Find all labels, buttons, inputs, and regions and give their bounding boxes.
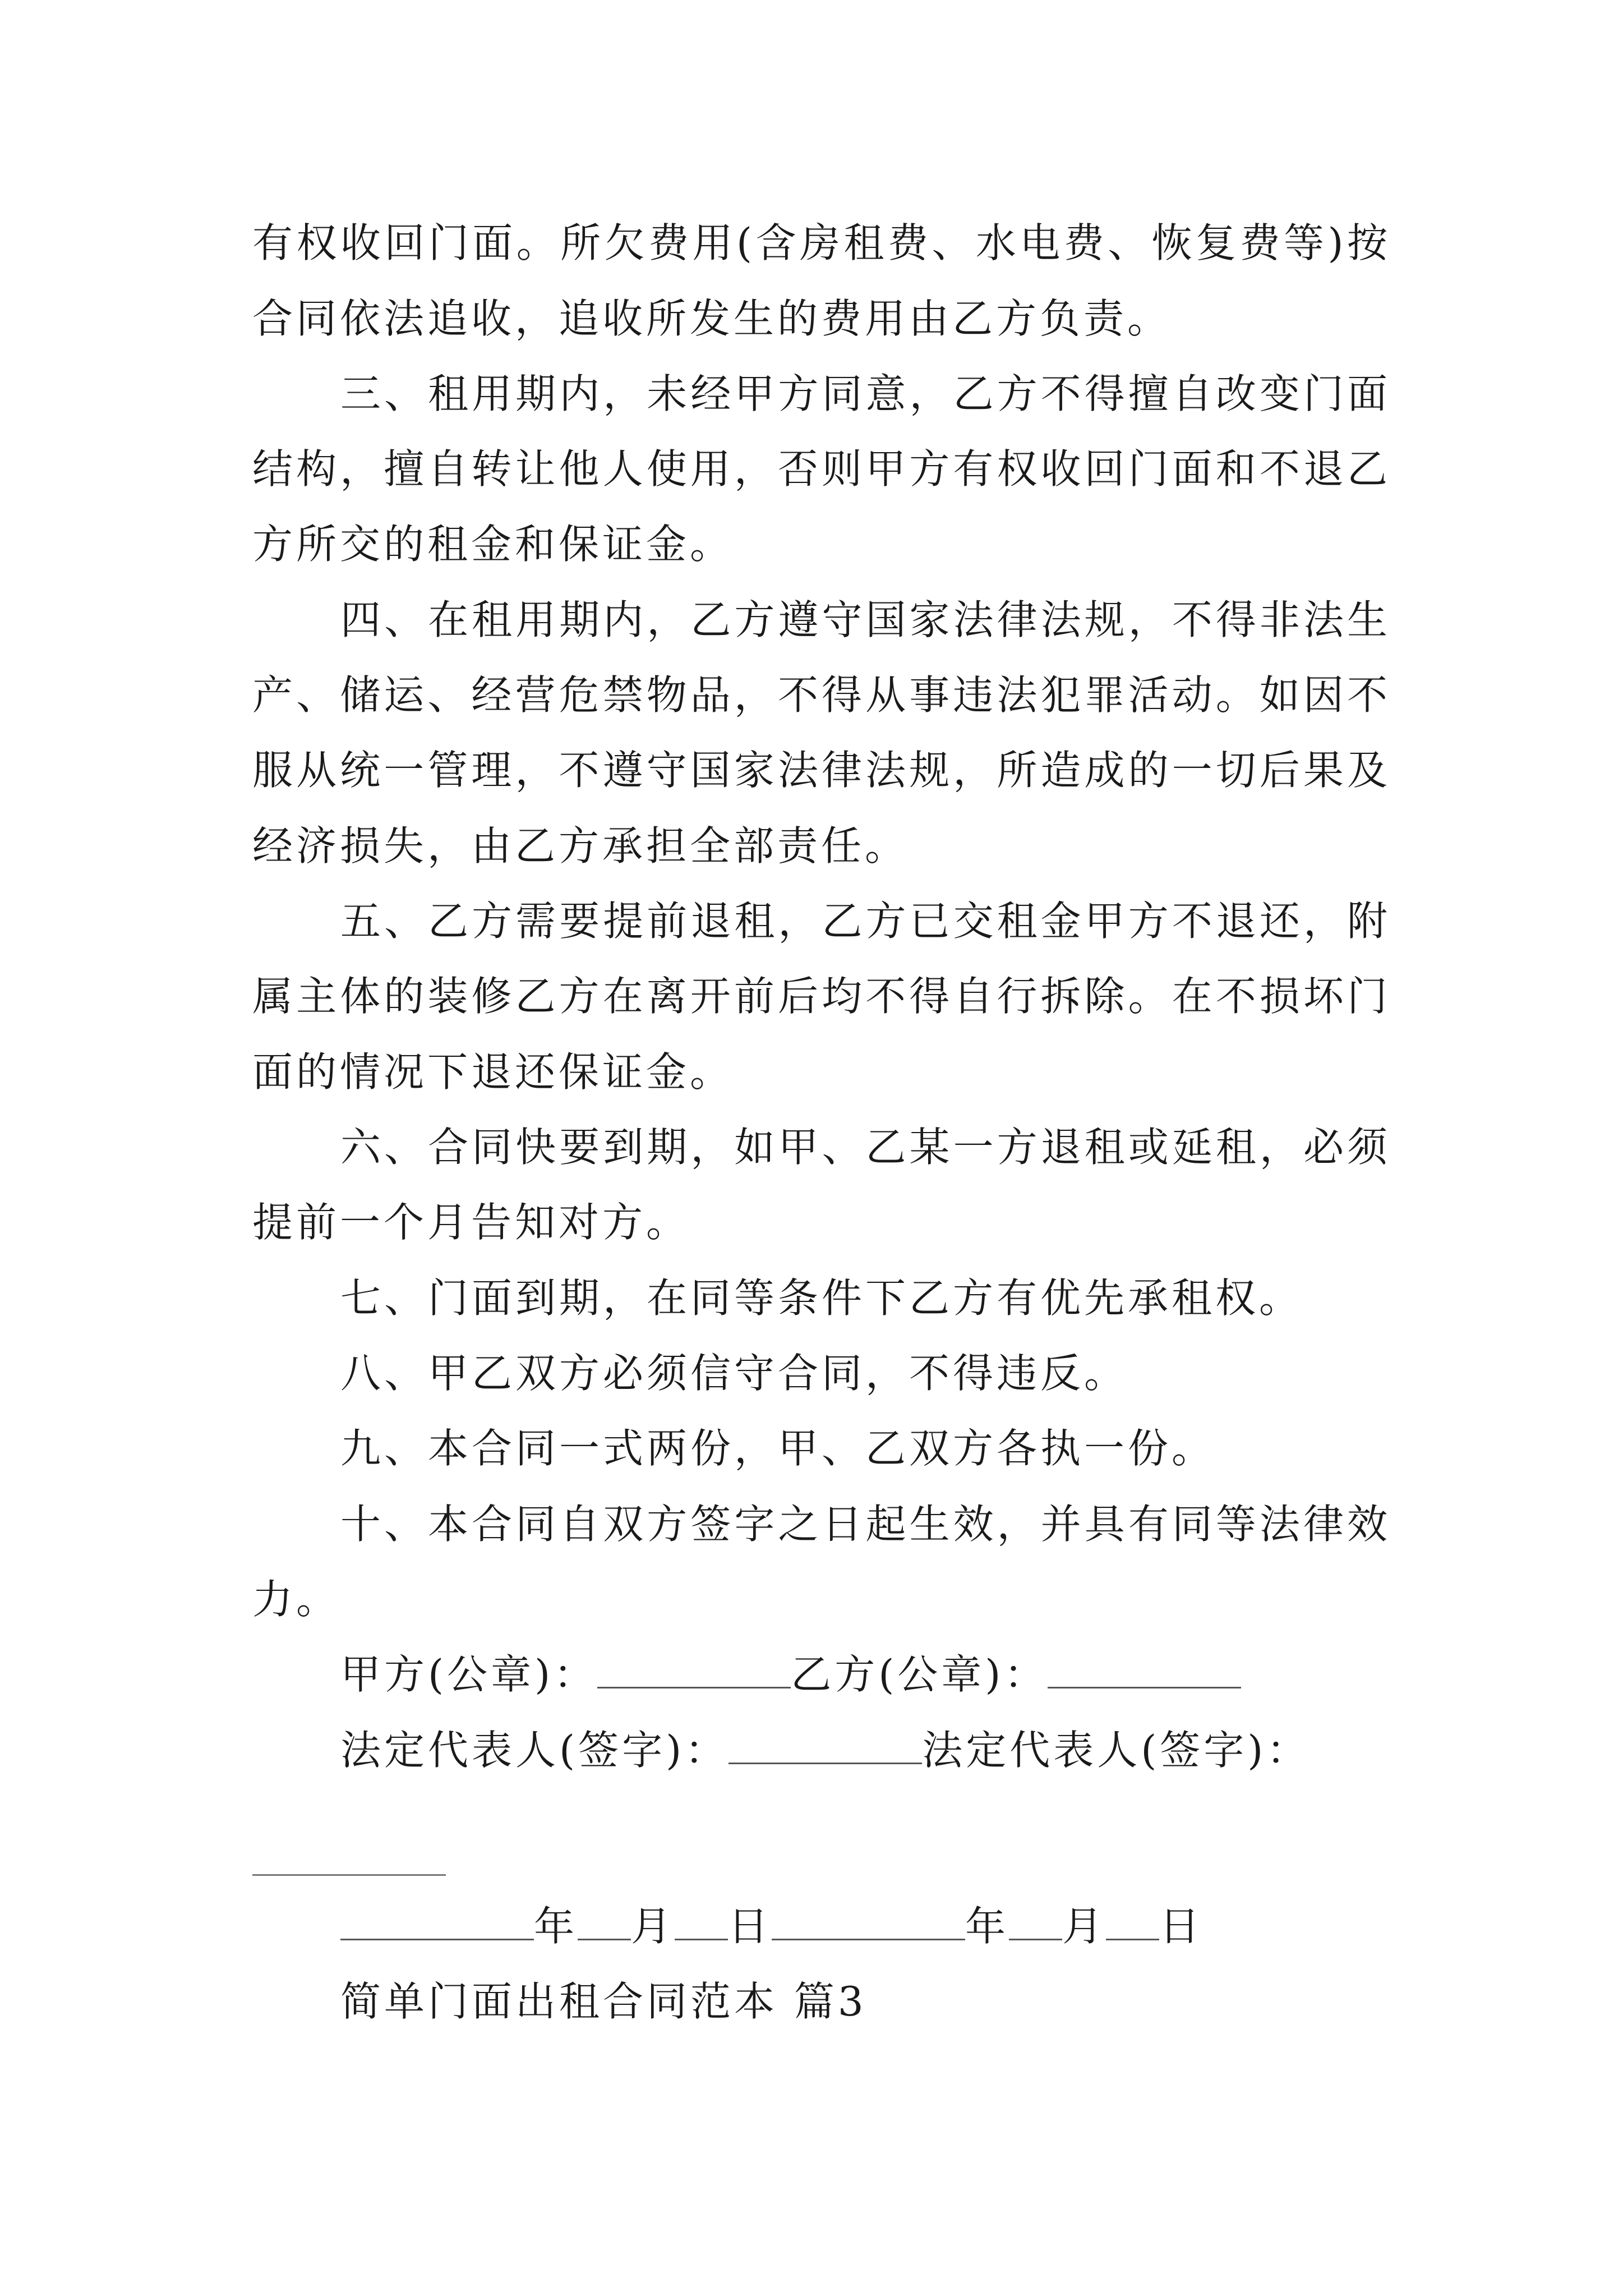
text-line: 九、本合同一式两份，甲、乙双方各执一份。	[340, 1425, 1216, 1472]
text-line: 七、门面到期，在同等条件下乙方有优先承租权。	[340, 1274, 1303, 1322]
text-line: 经济损失，由乙方承担全部责任。	[252, 822, 909, 869]
party-b-seal-blank[interactable]	[1048, 1652, 1241, 1688]
month-b-blank[interactable]	[1009, 1904, 1062, 1940]
month-a-label: 月	[631, 1903, 675, 1950]
seal-line	[340, 1649, 1391, 1700]
day-b-label: 日	[1159, 1903, 1204, 1950]
year-b-blank[interactable]	[772, 1904, 965, 1940]
text-line: 四、在租用期内，乙方遵守国家法律法规，不得非法生	[340, 596, 1391, 643]
day-a-blank[interactable]	[675, 1904, 728, 1940]
month-a-blank[interactable]	[578, 1904, 631, 1940]
text-line: 力。	[252, 1576, 340, 1623]
representative-line	[340, 1725, 1391, 1775]
year-a-blank[interactable]	[340, 1904, 534, 1940]
text-line: 服从统一管理，不遵守国家法律法规，所造成的一切后果及	[252, 747, 1391, 794]
party-b-rep-label: 法定代表人(签字)：	[922, 1727, 1311, 1774]
text-line: 提前一个月告知对方。	[252, 1199, 690, 1246]
party-a-seal-blank[interactable]	[597, 1652, 791, 1688]
text-line: 十、本合同自双方签字之日起生效，并具有同等法律效	[340, 1501, 1391, 1548]
day-a-label: 日	[728, 1903, 772, 1950]
date-line	[340, 1901, 1391, 1952]
year-a-label: 年	[534, 1903, 578, 1950]
text-line: 八、甲乙双方必须信守合同，不得违反。	[340, 1350, 1128, 1397]
party-b-seal-label: 乙方(公章)：	[791, 1651, 1048, 1698]
party-b-rep-blank[interactable]	[252, 1874, 446, 1876]
text-line: 合同依法追收，追收所发生的费用由乙方负责。	[252, 295, 1172, 342]
text-line: 产、储运、经营危禁物品，不得从事违法犯罪活动。如因不	[252, 671, 1391, 719]
text-line: 三、租用期内，未经甲方同意，乙方不得擅自改变门面	[340, 370, 1391, 417]
text-line: 面的情况下退还保证金。	[252, 1048, 734, 1096]
month-b-label: 月	[1062, 1903, 1106, 1950]
party-a-seal-label: 甲方(公章)：	[340, 1651, 598, 1698]
text-line: 六、合同快要到期，如甲、乙某一方退租或延租，必须	[340, 1124, 1391, 1171]
next-section-heading: 简单门面出租合同范本 篇3	[340, 1978, 867, 2025]
party-a-rep-blank[interactable]	[728, 1728, 922, 1764]
party-a-rep-label: 法定代表人(签字)：	[340, 1727, 729, 1774]
text-line: 结构，擅自转让他人使用，否则甲方有权收回门面和不退乙	[252, 445, 1391, 493]
year-b-label: 年	[965, 1903, 1009, 1950]
text-line: 方所交的租金和保证金。	[252, 521, 734, 568]
text-line: 五、乙方需要提前退租，乙方已交租金甲方不退还，附	[340, 898, 1391, 945]
day-b-blank[interactable]	[1106, 1904, 1159, 1940]
text-line: 属主体的装修乙方在离开前后均不得自行拆除。在不损坏门	[252, 973, 1391, 1020]
text-line: 有权收回门面。所欠费用(含房租费、水电费、恢复费等)按	[252, 219, 1391, 266]
